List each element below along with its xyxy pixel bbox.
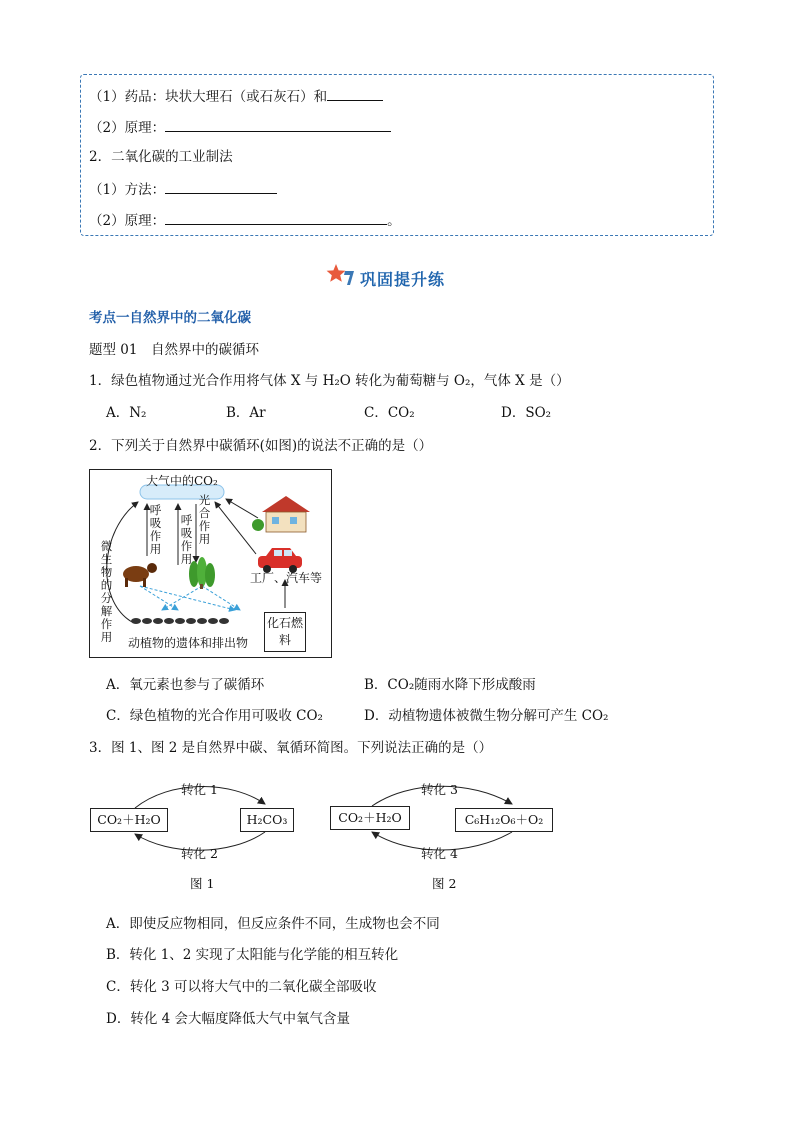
- atmosphere-co2-label: 大气中的CO₂: [146, 474, 218, 488]
- microbial-decomposition-label: 微生物的分解作用: [100, 539, 113, 644]
- tixing-title: 题型 01 自然界中的碳循环: [89, 342, 259, 358]
- box-line-1-text: （1）药品：块状大理石（或石灰石）和: [89, 89, 328, 105]
- q1-option-b[interactable]: B．Ar: [226, 405, 266, 421]
- fig1-bottom-label: 转化 2: [181, 846, 218, 861]
- respiration-label-2: 呼吸作用: [180, 513, 193, 566]
- kaodian-title: 考点一自然界中的二氧化碳: [89, 310, 251, 326]
- q1-option-c[interactable]: C．CO₂: [364, 405, 415, 421]
- fig1-top-label: 转化 1: [181, 782, 218, 797]
- fig2-product-box: C₆H₁₂O₆＋O₂: [455, 808, 553, 832]
- fig2-caption: 图 2: [432, 876, 457, 891]
- fossil-fuel-box: 化石燃料: [264, 612, 306, 652]
- remains-label: 动植物的遗体和排出物: [128, 636, 249, 650]
- q1-option-d[interactable]: D．SO₂: [501, 405, 552, 421]
- q2-option-a[interactable]: A．氧元素也参与了碳循环: [106, 677, 265, 693]
- photosynthesis-label: 光合作用: [198, 493, 211, 546]
- q3-option-d[interactable]: D．转化 4 会大幅度降低大气中氧气含量: [106, 1011, 350, 1027]
- box-line-4-text: （1）方法：: [89, 182, 166, 198]
- fig1-product-box: H₂CO₃: [240, 808, 294, 832]
- q1-option-a[interactable]: A．N₂: [106, 405, 147, 421]
- q3-option-b[interactable]: B．转化 1、2 实现了太阳能与化学能的相互转化: [106, 947, 399, 963]
- q2-stem: 2．下列关于自然界中碳循环(如图)的说法不正确的是（）: [89, 438, 433, 454]
- q2-option-d[interactable]: D．动植物遗体被微生物分解可产生 CO₂: [364, 708, 609, 724]
- q2-option-b[interactable]: B．CO₂随雨水降下形成酸雨: [364, 677, 536, 693]
- box-line-5-end: 。: [387, 213, 401, 229]
- q2-option-c[interactable]: C．绿色植物的光合作用可吸收 CO₂: [106, 708, 323, 724]
- star-badge-icon: [326, 262, 356, 290]
- answer-blank[interactable]: [327, 85, 383, 101]
- q3-option-a[interactable]: A．即使反应物相同，但反应条件不同，生成物也会不同: [106, 916, 440, 932]
- fig2-bottom-label: 转化 4: [421, 846, 458, 861]
- q1-stem: 1．绿色植物通过光合作用将气体 X 与 H₂O 转化为葡萄糖与 O₂，气体 X 是（）: [89, 373, 570, 389]
- box-line-1: [89, 85, 383, 107]
- box-line-3: 2．二氧化碳的工业制法: [89, 149, 233, 165]
- fig2-reactant-box: CO₂＋H₂O: [330, 806, 410, 830]
- answer-blank[interactable]: [165, 209, 387, 225]
- cow-icon: [123, 563, 157, 587]
- box-line-5-text: （2）原理：: [89, 213, 166, 229]
- q3-stem: 3．图 1、图 2 是自然界中碳、氧循环简图。下列说法正确的是（）: [89, 740, 493, 756]
- section-title: 巩固提升练: [360, 270, 446, 289]
- box-line-5: [89, 209, 401, 231]
- answer-blank[interactable]: [165, 116, 391, 132]
- box-line-2-text: （2）原理：: [89, 120, 166, 136]
- fig2-top-label: 转化 3: [421, 782, 458, 797]
- box-line-4: [89, 178, 277, 200]
- house-icon: [252, 496, 310, 532]
- fig1-reactant-box: CO₂＋H₂O: [90, 808, 168, 832]
- respiration-label-1: 呼吸作用: [149, 503, 162, 556]
- carbon-cycle-figure: [89, 469, 332, 658]
- answer-blank[interactable]: [165, 178, 277, 194]
- factory-car-label: 工厂、汽车等: [250, 571, 323, 585]
- q3-option-c[interactable]: C．转化 3 可以将大气中的二氧化碳全部吸收: [106, 979, 377, 995]
- fig1-caption: 图 1: [190, 876, 215, 891]
- box-line-2: [89, 116, 391, 138]
